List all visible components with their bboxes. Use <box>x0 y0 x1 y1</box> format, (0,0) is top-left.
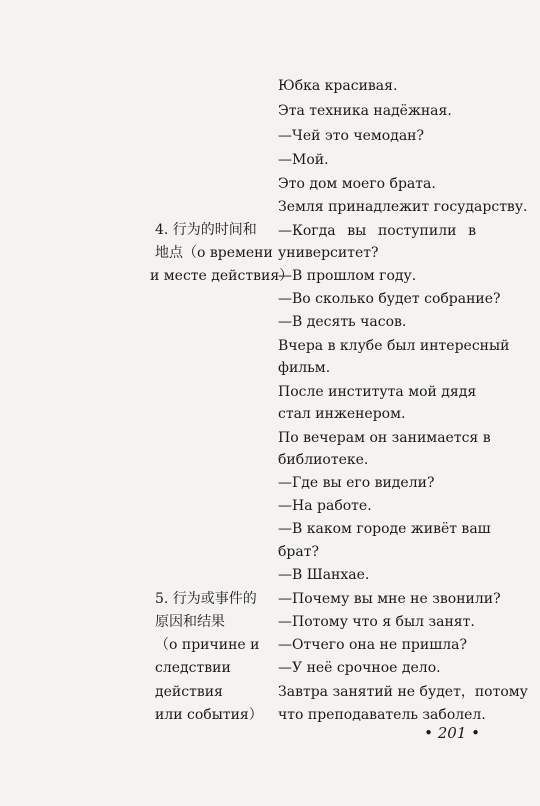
side-heading-line: 原因和结果 <box>155 614 225 630</box>
text-line: —Где вы его видели? <box>278 475 435 491</box>
side-heading-line: 地点（о времени <box>155 245 273 261</box>
text-line: —В прошлом году. <box>278 268 417 284</box>
text-line: —Потому что я был занят. <box>278 614 475 630</box>
text-line: фильм. <box>278 360 331 376</box>
side-heading-line: и месте действия） <box>150 268 294 284</box>
text-line: Земля принадлежит государству. <box>278 199 528 215</box>
text-line: —У неё срочное дело. <box>278 660 441 676</box>
side-heading-line: следствии <box>155 660 231 676</box>
side-heading-line: действия <box>155 684 223 700</box>
text-line: —Почему вы мне не звонили? <box>278 591 501 607</box>
text-line: —Когда вы поступили в <box>278 223 476 239</box>
text-line: —В Шанхае. <box>278 567 370 583</box>
text-line: —Отчего она не пришла? <box>278 637 467 653</box>
text-line: Завтра занятий не будет，потому <box>278 684 528 700</box>
text-line: Эта техника надёжная. <box>278 103 452 119</box>
text-line: что преподаватель заболел. <box>278 707 486 723</box>
text-line: —Мой. <box>278 152 329 168</box>
side-heading-line: 5. 行为或事件的 <box>155 591 257 607</box>
text-line: По вечерам он занимается в <box>278 430 491 446</box>
side-heading-line: 4. 行为的时间和 <box>155 222 257 238</box>
side-heading-line: или события） <box>155 707 263 723</box>
text-line: —В каком городе живёт ваш <box>278 521 491 537</box>
page-number: • 201 • <box>424 724 480 742</box>
text-line: Это дом моего брата. <box>278 176 436 192</box>
text-line: —В десять часов. <box>278 314 407 330</box>
text-line: брат? <box>278 544 319 560</box>
text-line: После института мой дядя <box>278 384 477 400</box>
text-line: библиотеке. <box>278 452 369 468</box>
text-line: Вчера в клубе был интересный <box>278 338 510 354</box>
text-line: университет? <box>278 245 379 261</box>
text-line: —Во сколько будет собрание? <box>278 291 501 307</box>
text-line: —Чей это чемодан? <box>278 128 425 144</box>
text-line: стал инженером. <box>278 406 406 422</box>
side-heading-line: （о причине и <box>155 637 260 653</box>
text-line: Юбка красивая. <box>278 78 398 94</box>
text-line: —На работе. <box>278 498 372 514</box>
